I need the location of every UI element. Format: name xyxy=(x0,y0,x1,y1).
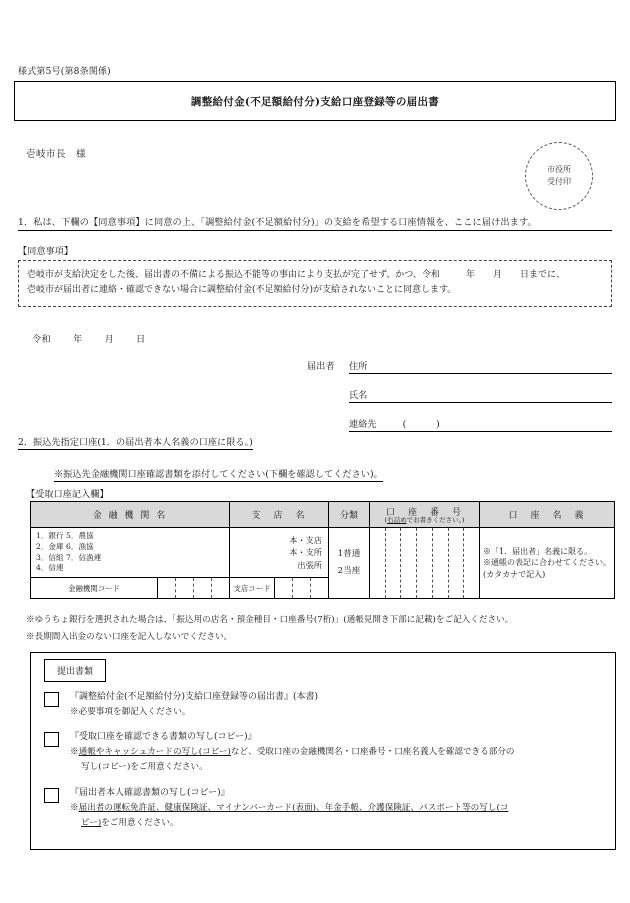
holder-note-3: (カタカナで記入) xyxy=(483,569,546,579)
header-account-number: 口 座 番 号 (右詰めでお書きください。) xyxy=(370,502,480,528)
reception-stamp-circle xyxy=(525,142,593,210)
contact-paren-close: ) xyxy=(436,419,440,430)
consent-month: 月 xyxy=(492,270,502,280)
consent-text-a: 壱岐市が支給決定をした後、届出書の不備による振込不能等の事由により支払が完了せず、かつ、令和 xyxy=(27,270,440,280)
branch-code-boxes[interactable] xyxy=(274,578,328,598)
contact-paren-open: ( xyxy=(402,419,407,430)
account-digit-6[interactable] xyxy=(449,528,465,598)
consent-day: 日までに、 xyxy=(519,270,565,280)
branch-type-3: 出張所 xyxy=(297,559,322,570)
header-kind: 分類 xyxy=(329,502,370,528)
contact-label: 連絡先 xyxy=(349,419,377,430)
institution-code-digit-1[interactable] xyxy=(158,578,176,598)
checkbox-document-3[interactable] xyxy=(44,788,59,803)
submitter-title: 届出者 xyxy=(307,361,335,372)
consent-line-1 xyxy=(27,268,603,283)
date-day: 日 xyxy=(135,334,146,345)
date-year: 年 xyxy=(72,334,83,345)
table-note-yucho: ※ゆうちょ銀行を選択された場合は、「振込用の店名・預金種目・口座番号(7桁)」(通帳見開き下部に記載)をご記入ください。 xyxy=(26,615,514,625)
documents-tag: 提出書類 xyxy=(44,659,106,682)
branch-code-digit-1[interactable] xyxy=(275,578,293,598)
contact-field-row[interactable] xyxy=(349,416,612,432)
holder-note-1: ※「1．届出者」名義に限る。 xyxy=(483,546,593,556)
stamp-line-2: 受付印 xyxy=(547,177,571,186)
branch-code-label: 支店コード xyxy=(233,583,271,593)
institution-code-digit-3[interactable] xyxy=(194,578,212,598)
institution-code-cell[interactable] xyxy=(31,578,230,599)
bank-account-table xyxy=(30,501,615,599)
branch-name-cell[interactable] xyxy=(230,528,329,578)
institution-type-1: 1．銀行 5．農協 xyxy=(36,531,94,540)
document-1-title: 『調整給付金(不足額給付分)支給口座登録等の届出書』(本書) xyxy=(70,692,319,702)
document-3-note-line-2: ピー)をご用意ください。 xyxy=(81,817,179,828)
bank-table-entry-row xyxy=(31,528,615,578)
institution-type-3: 3．信組 7．信漁連 xyxy=(36,552,102,562)
institution-type-list xyxy=(31,528,229,577)
branch-code-digit-2[interactable] xyxy=(293,578,311,598)
account-kind-current[interactable]: 2当座 xyxy=(337,566,361,577)
account-digit-4[interactable] xyxy=(417,528,433,598)
institution-type-2: 2．金庫 6．漁協 xyxy=(36,541,94,551)
institution-code-digit-4[interactable] xyxy=(212,578,229,598)
title-box xyxy=(14,81,616,121)
account-number-digit-boxes[interactable] xyxy=(370,528,479,598)
table-note-dormant: ※長期間入出金のない口座を記入しないでください。 xyxy=(26,632,233,642)
document-2-title: 『受取口座を確認できる書類の写し(コピー)』 xyxy=(70,732,257,742)
date-month: 月 xyxy=(104,334,114,345)
document-item-3[interactable] xyxy=(44,787,508,830)
branch-type-list xyxy=(230,534,328,571)
account-digit-3[interactable] xyxy=(401,528,417,598)
document-item-1[interactable] xyxy=(44,691,318,719)
header-branch-name: 支 店 名 xyxy=(230,502,329,528)
account-kind-options xyxy=(329,546,369,580)
header-account-holder: 口 座 名 義 xyxy=(480,502,615,528)
document-item-2[interactable] xyxy=(44,731,515,774)
account-digit-2[interactable] xyxy=(386,528,402,598)
date-line xyxy=(32,331,145,345)
consent-box xyxy=(18,260,612,307)
institution-code-digit-2[interactable] xyxy=(176,578,194,598)
institution-code-boxes[interactable] xyxy=(157,578,229,598)
addressee: 壱岐市長 様 xyxy=(26,149,87,160)
account-digit-1[interactable] xyxy=(370,528,386,598)
section-2-note: ※振込先金融機関口座確認書類を添付してください(下欄を確認してください)。 xyxy=(54,466,383,482)
checkbox-document-2[interactable] xyxy=(44,732,59,747)
account-digit-7[interactable] xyxy=(464,528,479,598)
branch-code-digit-3[interactable] xyxy=(311,578,328,598)
section-1-lead: 1．私は、下欄の【同意事項】に同意の上、「調整給付金(不足額給付分)」の支給を希望する口座情報を、ここに届け出ます。 xyxy=(18,214,612,231)
institution-type-4: 4．信連 xyxy=(36,563,64,573)
account-number-cell[interactable] xyxy=(370,528,480,599)
account-holder-notes xyxy=(480,544,614,583)
document-2-note-line-1: ※通帳やキャッシュカードの写し(コピー)など、受取口座の金融機関名・口座番号・口座名義人を確認できる部分の xyxy=(70,747,515,758)
address-field-row[interactable] xyxy=(349,358,612,374)
account-kind-cell[interactable] xyxy=(329,528,370,599)
consent-year: 年 xyxy=(465,270,475,280)
form-number: 様式第5号(第8条関係) xyxy=(18,67,111,77)
holder-note-2: ※通帳の表記に合わせてください。 xyxy=(483,558,611,568)
checkbox-document-1[interactable] xyxy=(44,692,59,707)
address-label: 住所 xyxy=(349,361,368,372)
consent-label: 【同意事項】 xyxy=(18,246,74,257)
form-title: 調整給付金(不足額給付分)支給口座登録等の届出書 xyxy=(190,95,440,108)
bank-table-label: 【受取口座記入欄】 xyxy=(26,489,109,500)
document-3-title: 『届出者本人確認書類の写し(コピー)』 xyxy=(70,788,230,798)
bank-table-header-row xyxy=(31,502,615,528)
header-account-number-note: (右詰めでお書きください。) xyxy=(384,515,465,524)
branch-type-2: 本・支所 xyxy=(289,547,322,558)
institution-code-label: 金融機関コード xyxy=(68,583,120,593)
document-1-note: ※必要事項を御記入ください。 xyxy=(70,707,191,718)
branch-type-1: 本・支店 xyxy=(289,535,322,546)
consent-line-2: 壱岐市が届出者に連絡・確認できない場合に調整給付金(不足額給付分)が支給されないことに同意します。 xyxy=(27,284,457,295)
section-2-heading: 2．振込先指定口座(1．の届出者本人名義の口座に限る。) xyxy=(18,434,253,450)
document-3-note-line-1: ※届出者の運転免許証、健康保険証、マイナンバーカード(表面)、年金手帳、介護保険証、パスポート等の写し(コ xyxy=(70,803,509,814)
name-label: 氏名 xyxy=(349,390,368,401)
header-institution-name: 金 融 機 関 名 xyxy=(31,502,230,528)
account-digit-5[interactable] xyxy=(433,528,449,598)
name-field-row[interactable] xyxy=(349,387,612,403)
stamp-line-1: 市役所 xyxy=(547,165,571,175)
date-era: 令和 xyxy=(32,334,51,345)
account-holder-cell[interactable] xyxy=(480,528,615,599)
institution-name-cell[interactable] xyxy=(31,528,230,578)
branch-code-cell[interactable] xyxy=(230,578,329,599)
account-kind-ordinary[interactable]: 1普通 xyxy=(337,548,361,559)
document-2-note-line-2: 写し(コピー)をご用意ください。 xyxy=(81,761,208,772)
